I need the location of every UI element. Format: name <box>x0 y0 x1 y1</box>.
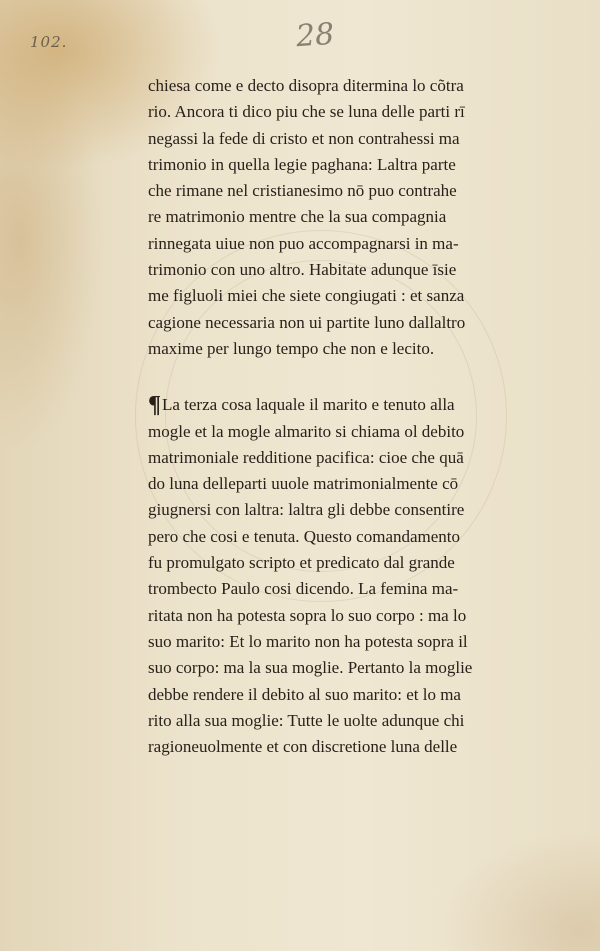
text-line: rito alla sua moglie: Tutte le uolte adunque chi <box>148 710 465 730</box>
text-line: trimonio con uno altro. Habitate adunque īsie <box>148 260 457 280</box>
paragraph-gap <box>148 362 558 392</box>
text-line: matrimoniale redditione pacifica: cioe che quā <box>148 447 464 467</box>
text-line: ritata non ha potesta sopra lo suo corpo : ma lo <box>148 605 467 625</box>
text-line-content: La terza cosa laquale il marito e tenuto alla <box>161 395 455 415</box>
paragraph-mark: ¶ <box>148 392 161 419</box>
text-line: ragioneuolmente et con discretione luna delle <box>148 737 458 757</box>
paragraph-1 <box>148 73 558 362</box>
text-line: trombecto Paulo cosi dicendo. La femina ma- <box>148 579 459 599</box>
text-line <box>148 392 558 418</box>
signature-mark: 28 <box>294 16 336 55</box>
text-line: che rimane nel cristianesimo nō puo contrahe <box>148 181 457 201</box>
text-line: chiesa come e decto disopra ditermina lo cõtra <box>148 76 464 95</box>
text-line: debbe rendere il debito al suo marito: et lo ma <box>148 684 461 704</box>
text-line: rio. Ancora ti dico piu che se luna delle parti rī <box>148 102 465 122</box>
text-line: rinnegata uiue non puo accompagnarsi in ma- <box>148 233 459 253</box>
text-line: mogle et la mogle almarito si chiama ol debito <box>148 421 465 441</box>
text-line: cagione necessaria non ui partite luno dallaltro <box>148 312 466 332</box>
text-line: do luna delleparti uuole matrimonialmente cō <box>148 474 459 494</box>
paragraph-2 <box>148 392 558 760</box>
text-block <box>148 73 558 760</box>
text-line: pero che cosi e tenuta. Questo comandamento <box>148 526 461 546</box>
text-line: suo marito: Et lo marito non ha potesta sopra il <box>148 631 468 651</box>
text-line: maxime per lungo tempo che non e lecito. <box>148 338 435 358</box>
text-line: trimonio in quella legie paghana: Laltra parte <box>148 154 456 174</box>
text-line: re matrimonio mentre che la sua compagnia <box>148 207 447 227</box>
folio-number: 102. <box>30 33 68 51</box>
text-line: fu promulgato scripto et predicato dal grande <box>148 553 455 573</box>
text-line: giugnersi con laltra: laltra gli debbe consentire <box>148 500 465 520</box>
text-line: negassi la fede di cristo et non contrahessi ma <box>148 128 460 148</box>
text-line: me figluoli miei che siete congiugati : et sanza <box>148 286 465 306</box>
text-line: suo corpo: ma la sua moglie. Pertanto la moglie <box>148 658 473 678</box>
